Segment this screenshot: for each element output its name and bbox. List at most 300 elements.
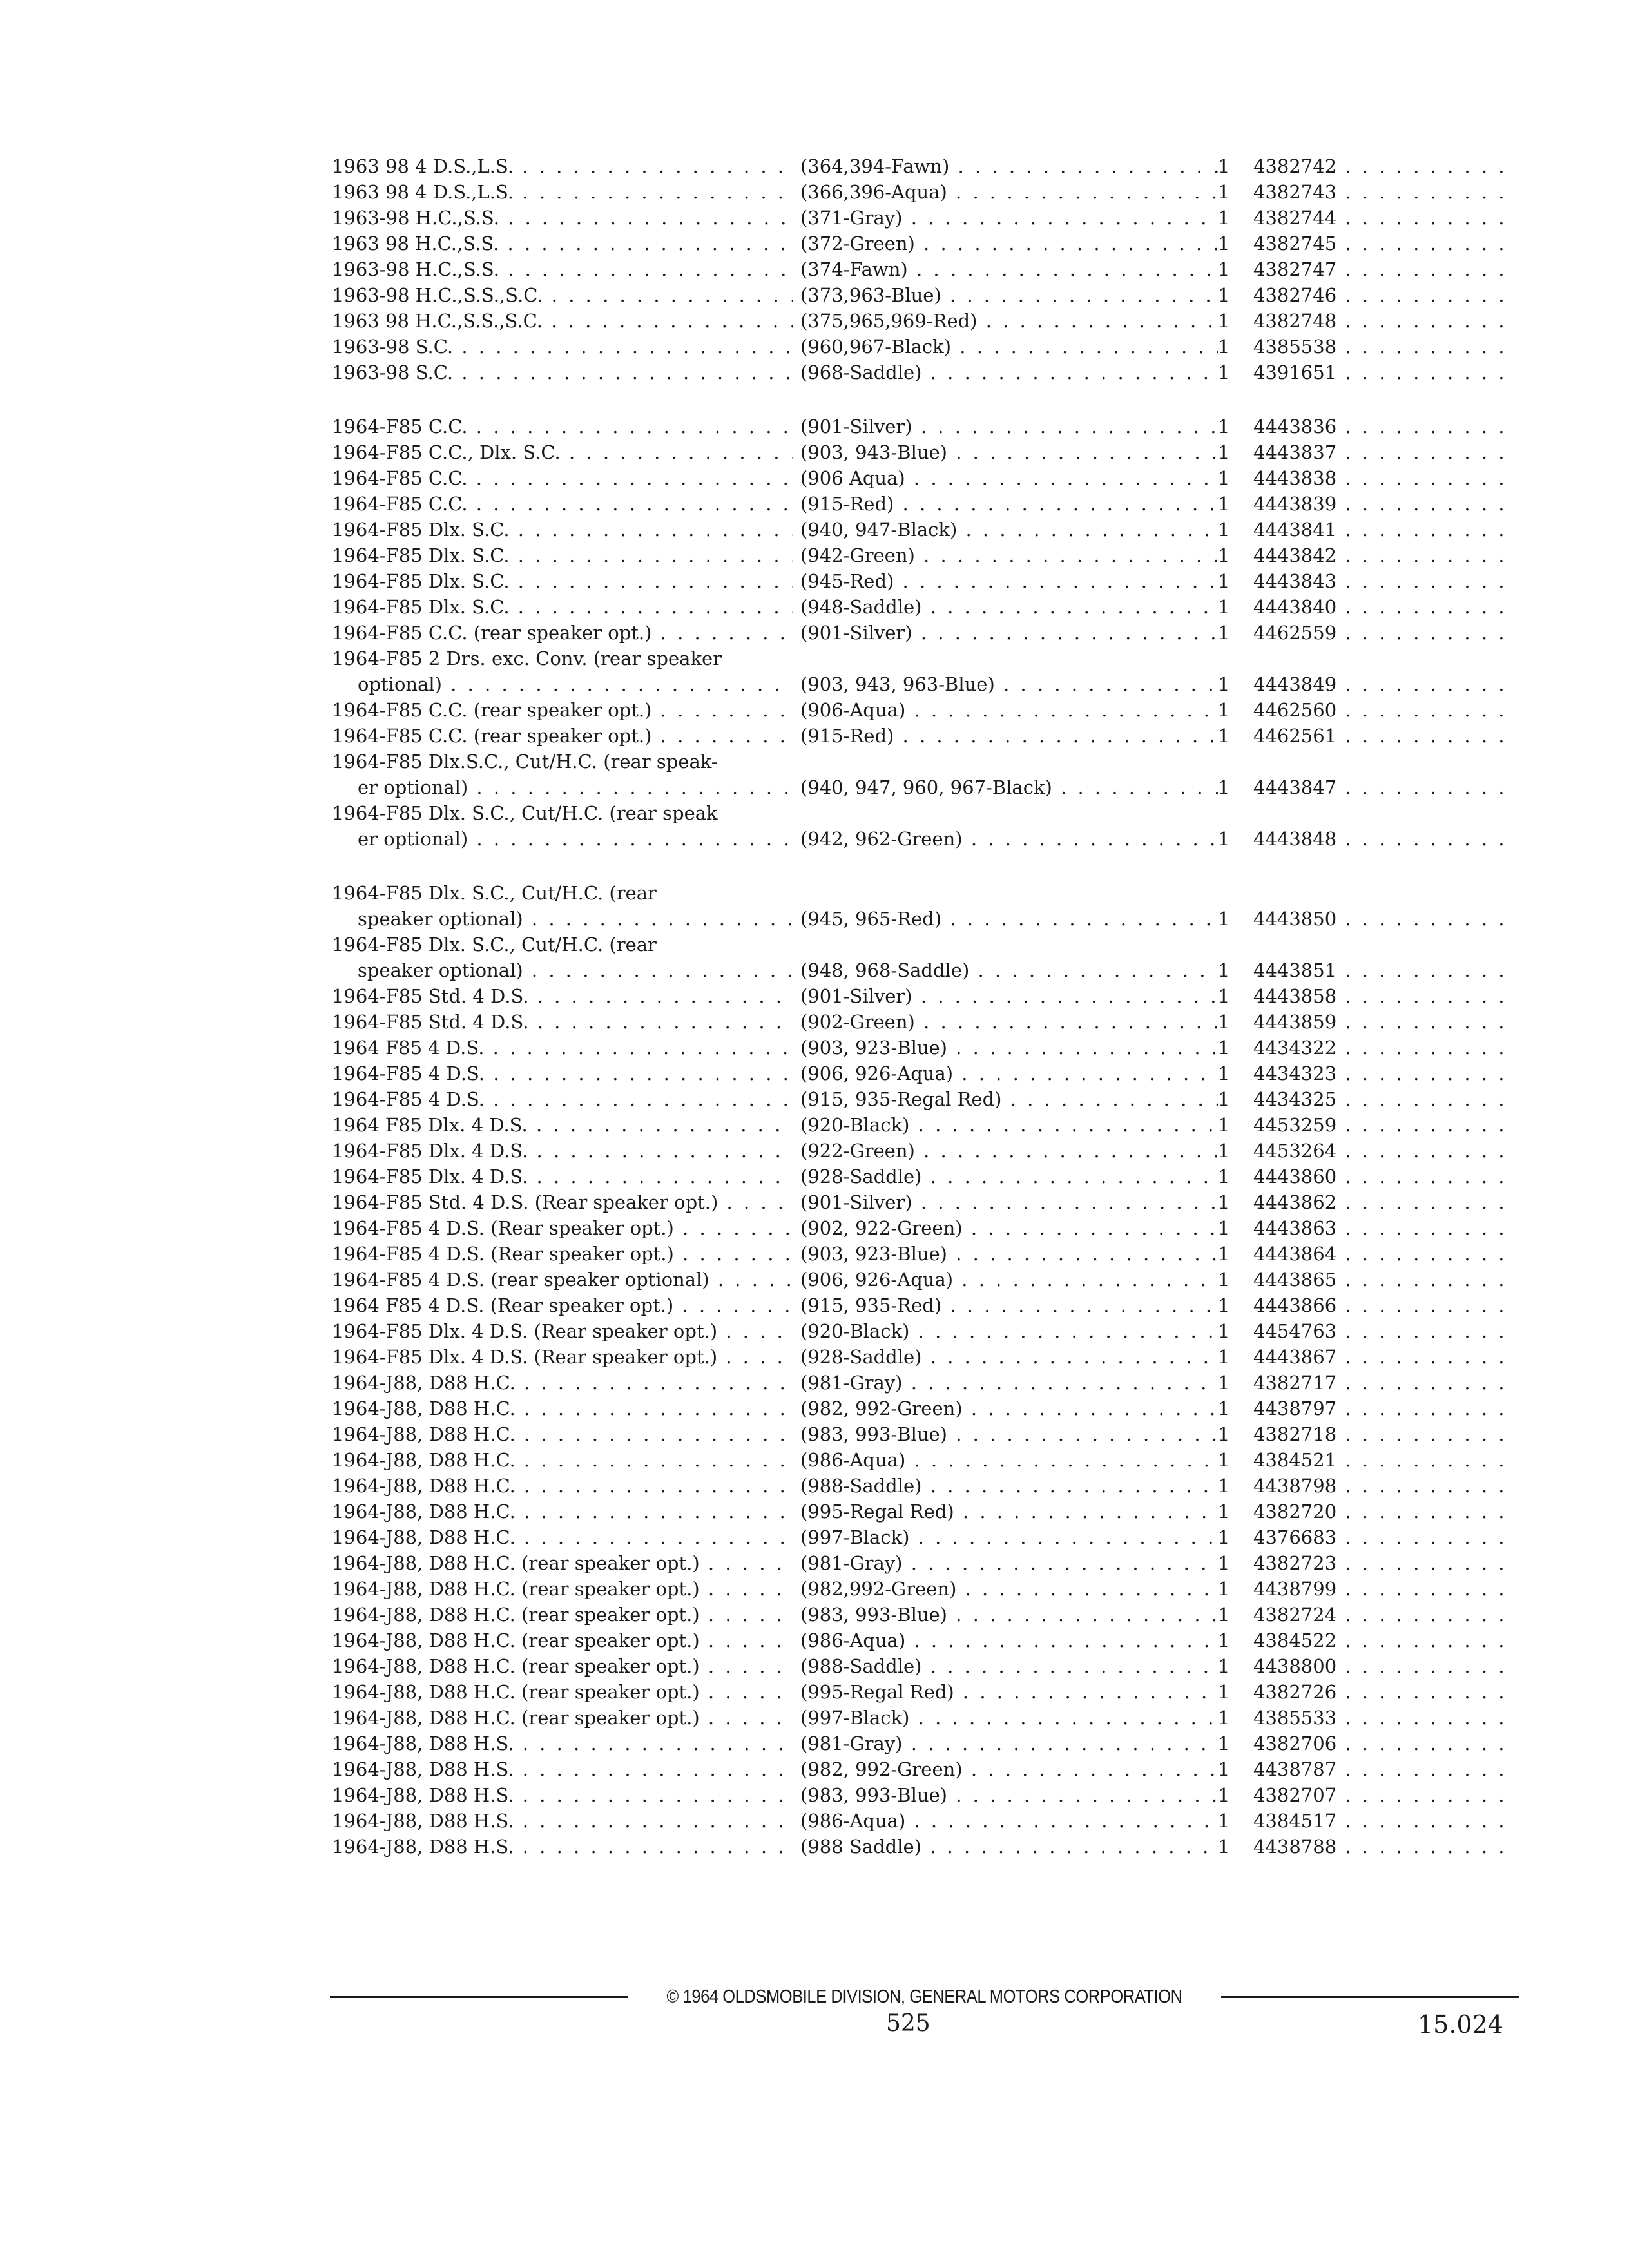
qty-cell: 1: [1218, 1114, 1230, 1136]
trim-cell: (903, 923-Blue) . . .: [793, 1241, 1218, 1267]
part-number-cell: 4382717 . . .: [1253, 1370, 1514, 1396]
model-cell: 1963-98 H.C.,S.S.,S.C. . . .: [332, 282, 793, 308]
parts-row: [332, 543, 1518, 568]
copyright-notice: © 1964 OLDSMOBILE DIVISION, GENERAL MOTORS CORPORATION: [666, 1986, 1182, 2007]
part-number-cell: 4382724 . . .: [1253, 1602, 1514, 1628]
parts-row: [332, 1086, 1518, 1112]
trim-cell: (372-Green) . . .: [793, 231, 1218, 256]
parts-row: [332, 231, 1518, 256]
trim-cell: (981-Gray) . . .: [793, 1550, 1218, 1576]
model-cell: 1963-98 H.C.,S.S. . . .: [332, 256, 793, 282]
model-cell: 1964-F85 4 D.S. (Rear speaker opt.) . . .: [332, 1241, 793, 1267]
trim-cell: (906 Aqua) . . .: [793, 465, 1218, 491]
trim-cell: (982, 992-Green) . . .: [793, 1396, 1218, 1421]
footer-rule-right: [1221, 1996, 1519, 1998]
qty-cell: 1: [1218, 1758, 1230, 1780]
model-cell: 1964-J88, D88 H.C. (rear speaker opt.) . . .: [332, 1602, 793, 1628]
page-number: 525: [886, 2010, 930, 2037]
parts-row: [332, 646, 1518, 671]
qty-cell: 1: [1218, 1398, 1230, 1419]
trim-cell: (981-Gray) . . .: [793, 1370, 1218, 1396]
model-cell: 1964-J88, D88 H.S. . . .: [332, 1731, 793, 1756]
part-number-cell: 4382747 . . .: [1253, 256, 1514, 282]
model-cell: 1964-F85 C.C. . . .: [332, 491, 793, 517]
model-cell: 1963-98 S.C. . . .: [332, 360, 793, 385]
part-number-cell: 4382742 . . .: [1253, 153, 1514, 179]
trim-cell: (906, 926-Aqua) . . .: [793, 1267, 1218, 1293]
trim-cell: (940, 947-Black) . . .: [793, 517, 1218, 543]
part-number-cell: 4382720 . . .: [1253, 1499, 1514, 1524]
qty-cell: 1: [1218, 1578, 1230, 1600]
part-number-cell: 4384521 . . .: [1253, 1447, 1514, 1473]
parts-row: [332, 906, 1518, 932]
parts-row: [332, 1061, 1518, 1086]
parts-row: [332, 334, 1518, 360]
trim-cell: (371-Gray) . . .: [793, 205, 1218, 231]
trim-cell: (903, 943-Blue) . . .: [793, 439, 1218, 465]
trim-cell: (373,963-Blue) . . .: [793, 282, 1218, 308]
qty-cell: 1: [1218, 1836, 1230, 1858]
parts-row: [332, 439, 1518, 465]
part-number-cell: 4434322 . . .: [1253, 1035, 1514, 1061]
qty-cell: 1: [1218, 1810, 1230, 1832]
model-cell: 1964-F85 Dlx. S.C., Cut/H.C. (rear: [332, 882, 657, 904]
part-number-cell: 4385538 . . .: [1253, 334, 1514, 360]
qty-cell: 1: [1218, 336, 1230, 358]
part-number-cell: 4443838 . . .: [1253, 465, 1514, 491]
qty-cell: 1: [1218, 959, 1230, 981]
parts-row: [332, 1473, 1518, 1499]
trim-cell: (374-Fawn) . . .: [793, 256, 1218, 282]
parts-row: [332, 1293, 1518, 1318]
part-number-cell: 4382718 . . .: [1253, 1421, 1514, 1447]
qty-cell: 1: [1218, 1191, 1230, 1213]
trim-cell: (906, 926-Aqua) . . .: [793, 1061, 1218, 1086]
part-number-cell: 4438800 . . .: [1253, 1653, 1514, 1679]
qty-cell: 1: [1218, 673, 1230, 695]
qty-cell: 1: [1218, 828, 1230, 850]
qty-cell: 1: [1218, 284, 1230, 306]
qty-cell: 1: [1218, 441, 1230, 463]
part-number-cell: 4376683 . . .: [1253, 1524, 1514, 1550]
parts-row: [332, 1370, 1518, 1396]
parts-row: [332, 723, 1518, 749]
trim-cell: (940, 947, 960, 967-Black) . . .: [793, 774, 1218, 800]
trim-cell: (988-Saddle) . . .: [793, 1473, 1218, 1499]
part-number-cell: 4438799 . . .: [1253, 1576, 1514, 1602]
trim-cell: (988-Saddle) . . .: [793, 1653, 1218, 1679]
parts-row: [332, 1189, 1518, 1215]
parts-row: [332, 983, 1518, 1009]
model-cell: 1963 98 H.C.,S.S. . . .: [332, 231, 793, 256]
part-number-cell: 4443864 . . .: [1253, 1241, 1514, 1267]
model-cell: 1964-J88, D88 H.S. . . .: [332, 1808, 793, 1834]
trim-cell: (928-Saddle) . . .: [793, 1344, 1218, 1370]
model-cell: 1964-F85 Dlx. S.C. . . .: [332, 517, 793, 543]
qty-cell: 1: [1218, 155, 1230, 177]
parts-row: [332, 517, 1518, 543]
parts-row: [332, 1834, 1518, 1860]
model-cell: 1963-98 H.C.,S.S. . . .: [332, 205, 793, 231]
qty-cell: 1: [1218, 1681, 1230, 1703]
qty-cell: 1: [1218, 1604, 1230, 1626]
qty-cell: 1: [1218, 1423, 1230, 1445]
footer-rule: [330, 1986, 1519, 2008]
model-cell: 1964-F85 Dlx. 4 D.S. . . .: [332, 1164, 793, 1189]
parts-row: [332, 774, 1518, 800]
model-cell: 1964 F85 4 D.S. . . .: [332, 1035, 793, 1061]
qty-cell: 1: [1218, 1475, 1230, 1497]
parts-row: [332, 594, 1518, 620]
qty-cell: 1: [1218, 233, 1230, 255]
model-cell: optional) . . .: [332, 671, 793, 697]
section-number: 15.024: [1418, 2010, 1503, 2039]
model-cell: 1964-F85 Dlx. 4 D.S. . . .: [332, 1138, 793, 1164]
qty-cell: 1: [1218, 181, 1230, 203]
parts-row: [332, 880, 1518, 906]
parts-row: [332, 414, 1518, 439]
trim-cell: (901-Silver) . . .: [793, 983, 1218, 1009]
model-cell: 1963-98 S.C. . . .: [332, 334, 793, 360]
trim-cell: (945, 965-Red) . . .: [793, 906, 1218, 932]
model-cell: 1964-F85 Std. 4 D.S. . . .: [332, 983, 793, 1009]
trim-cell: (364,394-Fawn) . . .: [793, 153, 1218, 179]
model-cell: 1964-J88, D88 H.C. (rear speaker opt.) . . .: [332, 1679, 793, 1705]
trim-cell: (915, 935-Red) . . .: [793, 1293, 1218, 1318]
model-cell: 1964-F85 Dlx. S.C., Cut/H.C. (rear: [332, 934, 657, 956]
part-number-cell: 4438787 . . .: [1253, 1756, 1514, 1782]
model-cell: 1964-J88, D88 H.S. . . .: [332, 1782, 793, 1808]
model-cell: 1964-F85 4 D.S. (Rear speaker opt.) . . .: [332, 1215, 793, 1241]
trim-cell: (915-Red) . . .: [793, 491, 1218, 517]
qty-cell: 1: [1218, 1037, 1230, 1059]
parts-row: [332, 1705, 1518, 1731]
model-cell: er optional) . . .: [332, 774, 793, 800]
part-number-cell: 4382723 . . .: [1253, 1550, 1514, 1576]
parts-row: [332, 1164, 1518, 1189]
model-cell: 1964-F85 Dlx.S.C., Cut/H.C. (rear speak-: [332, 751, 718, 773]
model-cell: 1964-F85 C.C. (rear speaker opt.) . . .: [332, 620, 793, 646]
parts-row: [332, 1215, 1518, 1241]
part-number-cell: 4443840 . . .: [1253, 594, 1514, 620]
qty-cell: 1: [1218, 1346, 1230, 1368]
parts-row: [332, 1679, 1518, 1705]
model-cell: 1964-J88, D88 H.S. . . .: [332, 1834, 793, 1860]
part-number-cell: 4453259 . . .: [1253, 1112, 1514, 1138]
model-cell: 1964-F85 C.C. . . .: [332, 414, 793, 439]
part-number-cell: 4443839 . . .: [1253, 491, 1514, 517]
part-number-cell: 4462560 . . .: [1253, 697, 1514, 723]
trim-cell: (902-Green) . . .: [793, 1009, 1218, 1035]
part-number-cell: 4453264 . . .: [1253, 1138, 1514, 1164]
trim-cell: (948-Saddle) . . .: [793, 594, 1218, 620]
qty-cell: 1: [1218, 1501, 1230, 1523]
trim-cell: (915-Red) . . .: [793, 723, 1218, 749]
part-number-cell: 4438798 . . .: [1253, 1473, 1514, 1499]
part-number-cell: 4443837 . . .: [1253, 439, 1514, 465]
model-cell: 1964-F85 C.C., Dlx. S.C. . . .: [332, 439, 793, 465]
model-cell: 1964-J88, D88 H.C. (rear speaker opt.) . . .: [332, 1705, 793, 1731]
parts-row: [332, 256, 1518, 282]
qty-cell: 1: [1218, 1166, 1230, 1187]
trim-cell: (903, 943, 963-Blue) . . .: [793, 671, 1218, 697]
trim-cell: (983, 993-Blue) . . .: [793, 1421, 1218, 1447]
trim-cell: (948, 968-Saddle) . . .: [793, 957, 1218, 983]
trim-cell: (983, 993-Blue) . . .: [793, 1602, 1218, 1628]
part-number-cell: 4382706 . . .: [1253, 1731, 1514, 1756]
parts-row: [332, 932, 1518, 957]
model-cell: 1964-F85 Std. 4 D.S. . . .: [332, 1009, 793, 1035]
model-cell: 1964-J88, D88 H.C. . . .: [332, 1370, 793, 1396]
trim-cell: (982,992-Green) . . .: [793, 1576, 1218, 1602]
parts-row: [332, 1318, 1518, 1344]
qty-cell: 1: [1218, 493, 1230, 515]
trim-cell: (986-Aqua) . . .: [793, 1447, 1218, 1473]
part-number-cell: 4443843 . . .: [1253, 568, 1514, 594]
parts-row: [332, 697, 1518, 723]
part-number-cell: 4443850 . . .: [1253, 906, 1514, 932]
qty-cell: 1: [1218, 1011, 1230, 1033]
parts-row: [332, 1524, 1518, 1550]
trim-cell: (901-Silver) . . .: [793, 620, 1218, 646]
model-cell: speaker optional) . . .: [332, 906, 793, 932]
qty-cell: 1: [1218, 1784, 1230, 1806]
qty-cell: 1: [1218, 985, 1230, 1007]
trim-cell: (366,396-Aqua) . . .: [793, 179, 1218, 205]
model-cell: 1964-F85 4 D.S. . . .: [332, 1061, 793, 1086]
model-cell: 1964-F85 Dlx. S.C., Cut/H.C. (rear speak: [332, 802, 718, 824]
part-number-cell: 4443841 . . .: [1253, 517, 1514, 543]
parts-row: [332, 671, 1518, 697]
part-number-cell: 4434325 . . .: [1253, 1086, 1514, 1112]
parts-row: [332, 153, 1518, 179]
qty-cell: 1: [1218, 467, 1230, 489]
model-cell: 1964-F85 2 Drs. exc. Conv. (rear speaker: [332, 648, 722, 669]
trim-cell: (981-Gray) . . .: [793, 1731, 1218, 1756]
parts-row: [332, 800, 1518, 826]
parts-row: [332, 1344, 1518, 1370]
parts-row: [332, 1396, 1518, 1421]
qty-cell: 1: [1218, 1062, 1230, 1084]
trim-cell: (997-Black) . . .: [793, 1705, 1218, 1731]
part-number-cell: 4443863 . . .: [1253, 1215, 1514, 1241]
part-number-cell: 4391651 . . .: [1253, 360, 1514, 385]
trim-cell: (920-Black) . . .: [793, 1318, 1218, 1344]
trim-cell: (922-Green) . . .: [793, 1138, 1218, 1164]
model-cell: 1964-F85 Dlx. S.C. . . .: [332, 594, 793, 620]
model-cell: 1964 F85 Dlx. 4 D.S. . . .: [332, 1112, 793, 1138]
qty-cell: 1: [1218, 1552, 1230, 1574]
parts-list: [332, 153, 1518, 1860]
part-number-cell: 4438797 . . .: [1253, 1396, 1514, 1421]
parts-row: [332, 308, 1518, 334]
qty-cell: 1: [1218, 1372, 1230, 1394]
parts-row: [332, 957, 1518, 983]
qty-cell: 1: [1218, 1733, 1230, 1754]
qty-cell: 1: [1218, 310, 1230, 332]
part-number-cell: 4434323 . . .: [1253, 1061, 1514, 1086]
part-number-cell: 4443866 . . .: [1253, 1293, 1514, 1318]
part-number-cell: 4385533 . . .: [1253, 1705, 1514, 1731]
trim-cell: (986-Aqua) . . .: [793, 1808, 1218, 1834]
trim-cell: (942, 962-Green) . . .: [793, 826, 1218, 852]
parts-row: [332, 1576, 1518, 1602]
parts-row: [332, 1112, 1518, 1138]
model-cell: 1964-F85 C.C. (rear speaker opt.) . . .: [332, 697, 793, 723]
qty-cell: 1: [1218, 1217, 1230, 1239]
model-cell: 1964-J88, D88 H.C. . . .: [332, 1499, 793, 1524]
parts-row: [332, 1499, 1518, 1524]
parts-row: [332, 1138, 1518, 1164]
part-number-cell: 4384517 . . .: [1253, 1808, 1514, 1834]
parts-row: [332, 1653, 1518, 1679]
parts-row: [332, 491, 1518, 517]
model-cell: er optional) . . .: [332, 826, 793, 852]
trim-cell: (983, 993-Blue) . . .: [793, 1782, 1218, 1808]
qty-cell: 1: [1218, 1088, 1230, 1110]
model-cell: 1964-F85 4 D.S. . . .: [332, 1086, 793, 1112]
parts-row: [332, 1628, 1518, 1653]
trim-cell: (375,965,969-Red) . . .: [793, 308, 1218, 334]
qty-cell: 1: [1218, 1269, 1230, 1291]
qty-cell: 1: [1218, 1243, 1230, 1265]
qty-cell: 1: [1218, 1526, 1230, 1548]
parts-row: [332, 749, 1518, 774]
trim-cell: (968-Saddle) . . .: [793, 360, 1218, 385]
model-cell: 1964-J88, D88 H.C. . . .: [332, 1473, 793, 1499]
part-number-cell: 4443836 . . .: [1253, 414, 1514, 439]
part-number-cell: 4443847 . . .: [1253, 774, 1514, 800]
part-number-cell: 4382746 . . .: [1253, 282, 1514, 308]
part-number-cell: 4382726 . . .: [1253, 1679, 1514, 1705]
parts-row: [332, 465, 1518, 491]
part-number-cell: 4443842 . . .: [1253, 543, 1514, 568]
trim-cell: (995-Regal Red) . . .: [793, 1679, 1218, 1705]
qty-cell: 1: [1218, 207, 1230, 229]
model-cell: 1964-J88, D88 H.C. (rear speaker opt.) . . .: [332, 1653, 793, 1679]
model-cell: 1964-J88, D88 H.C. . . .: [332, 1447, 793, 1473]
part-number-cell: 4443867 . . .: [1253, 1344, 1514, 1370]
model-cell: 1964-J88, D88 H.C. (rear speaker opt.) . . .: [332, 1628, 793, 1653]
part-number-cell: 4443848 . . .: [1253, 826, 1514, 852]
part-number-cell: 4382748 . . .: [1253, 308, 1514, 334]
model-cell: 1964-F85 4 D.S. (rear speaker optional) . . .: [332, 1267, 793, 1293]
parts-row: [332, 568, 1518, 594]
qty-cell: 1: [1218, 1449, 1230, 1471]
part-number-cell: 4462559 . . .: [1253, 620, 1514, 646]
qty-cell: 1: [1218, 908, 1230, 930]
qty-cell: 1: [1218, 416, 1230, 437]
trim-cell: (901-Silver) . . .: [793, 414, 1218, 439]
trim-cell: (995-Regal Red) . . .: [793, 1499, 1218, 1524]
parts-row: [332, 1421, 1518, 1447]
parts-row: [332, 1756, 1518, 1782]
footer-rule-left: [330, 1996, 628, 1998]
trim-cell: (902, 922-Green) . . .: [793, 1215, 1218, 1241]
qty-cell: 1: [1218, 258, 1230, 280]
model-cell: 1963 98 H.C.,S.S.,S.C. . . .: [332, 308, 793, 334]
part-number-cell: 4382707 . . .: [1253, 1782, 1514, 1808]
qty-cell: 1: [1218, 1320, 1230, 1342]
parts-row: [332, 620, 1518, 646]
trim-cell: (915, 935-Regal Red) . . .: [793, 1086, 1218, 1112]
parts-row: [332, 1447, 1518, 1473]
parts-row: [332, 1602, 1518, 1628]
trim-cell: (945-Red) . . .: [793, 568, 1218, 594]
model-cell: 1963 98 4 D.S.,L.S. . . .: [332, 179, 793, 205]
part-number-cell: 4443859 . . .: [1253, 1009, 1514, 1035]
parts-row: [332, 205, 1518, 231]
parts-row: [332, 282, 1518, 308]
qty-cell: 1: [1218, 1294, 1230, 1316]
trim-cell: (901-Silver) . . .: [793, 1189, 1218, 1215]
qty-cell: 1: [1218, 1140, 1230, 1162]
trim-cell: (942-Green) . . .: [793, 543, 1218, 568]
trim-cell: (906-Aqua) . . .: [793, 697, 1218, 723]
part-number-cell: 4384522 . . .: [1253, 1628, 1514, 1653]
qty-cell: 1: [1218, 622, 1230, 644]
trim-cell: (920-Black) . . .: [793, 1112, 1218, 1138]
part-number-cell: 4382743 . . .: [1253, 179, 1514, 205]
part-number-cell: 4382744 . . .: [1253, 205, 1514, 231]
parts-row: [332, 826, 1518, 852]
qty-cell: 1: [1218, 1655, 1230, 1677]
qty-cell: 1: [1218, 519, 1230, 541]
qty-cell: 1: [1218, 544, 1230, 566]
qty-cell: 1: [1218, 699, 1230, 721]
trim-cell: (988 Saddle) . . .: [793, 1834, 1218, 1860]
trim-cell: (986-Aqua) . . .: [793, 1628, 1218, 1653]
part-number-cell: 4443851 . . .: [1253, 957, 1514, 983]
part-number-cell: 4443858 . . .: [1253, 983, 1514, 1009]
part-number-cell: 4462561 . . .: [1253, 723, 1514, 749]
parts-row: [332, 1731, 1518, 1756]
model-cell: 1964-F85 Dlx. S.C. . . .: [332, 568, 793, 594]
trim-cell: (982, 992-Green) . . .: [793, 1756, 1218, 1782]
qty-cell: 1: [1218, 570, 1230, 592]
parts-row: [332, 1035, 1518, 1061]
model-cell: 1964-F85 Std. 4 D.S. (Rear speaker opt.) . . .: [332, 1189, 793, 1215]
qty-cell: 1: [1218, 725, 1230, 747]
part-number-cell: 4443849 . . .: [1253, 671, 1514, 697]
qty-cell: 1: [1218, 776, 1230, 798]
parts-row: [332, 360, 1518, 385]
parts-row: [332, 1241, 1518, 1267]
qty-cell: 1: [1218, 1629, 1230, 1651]
model-cell: 1963 98 4 D.S.,L.S. . . .: [332, 153, 793, 179]
model-cell: 1964-J88, D88 H.C. (rear speaker opt.) . . .: [332, 1576, 793, 1602]
parts-row: [332, 1267, 1518, 1293]
model-cell: 1964-F85 Dlx. 4 D.S. (Rear speaker opt.) . . .: [332, 1344, 793, 1370]
qty-cell: 1: [1218, 1707, 1230, 1729]
model-cell: speaker optional) . . .: [332, 957, 793, 983]
parts-row: [332, 1550, 1518, 1576]
parts-row: [332, 1808, 1518, 1834]
parts-row: [332, 1782, 1518, 1808]
model-cell: 1964-F85 C.C. (rear speaker opt.) . . .: [332, 723, 793, 749]
trim-cell: (903, 923-Blue) . . .: [793, 1035, 1218, 1061]
parts-row: [332, 179, 1518, 205]
model-cell: 1964-J88, D88 H.C. . . .: [332, 1524, 793, 1550]
model-cell: 1964 F85 4 D.S. (Rear speaker opt.) . . .: [332, 1293, 793, 1318]
part-number-cell: 4443865 . . .: [1253, 1267, 1514, 1293]
parts-row: [332, 1009, 1518, 1035]
trim-cell: (928-Saddle) . . .: [793, 1164, 1218, 1189]
part-number-cell: 4438788 . . .: [1253, 1834, 1514, 1860]
model-cell: 1964-J88, D88 H.C. . . .: [332, 1396, 793, 1421]
trim-cell: (997-Black) . . .: [793, 1524, 1218, 1550]
model-cell: 1964-F85 C.C. . . .: [332, 465, 793, 491]
